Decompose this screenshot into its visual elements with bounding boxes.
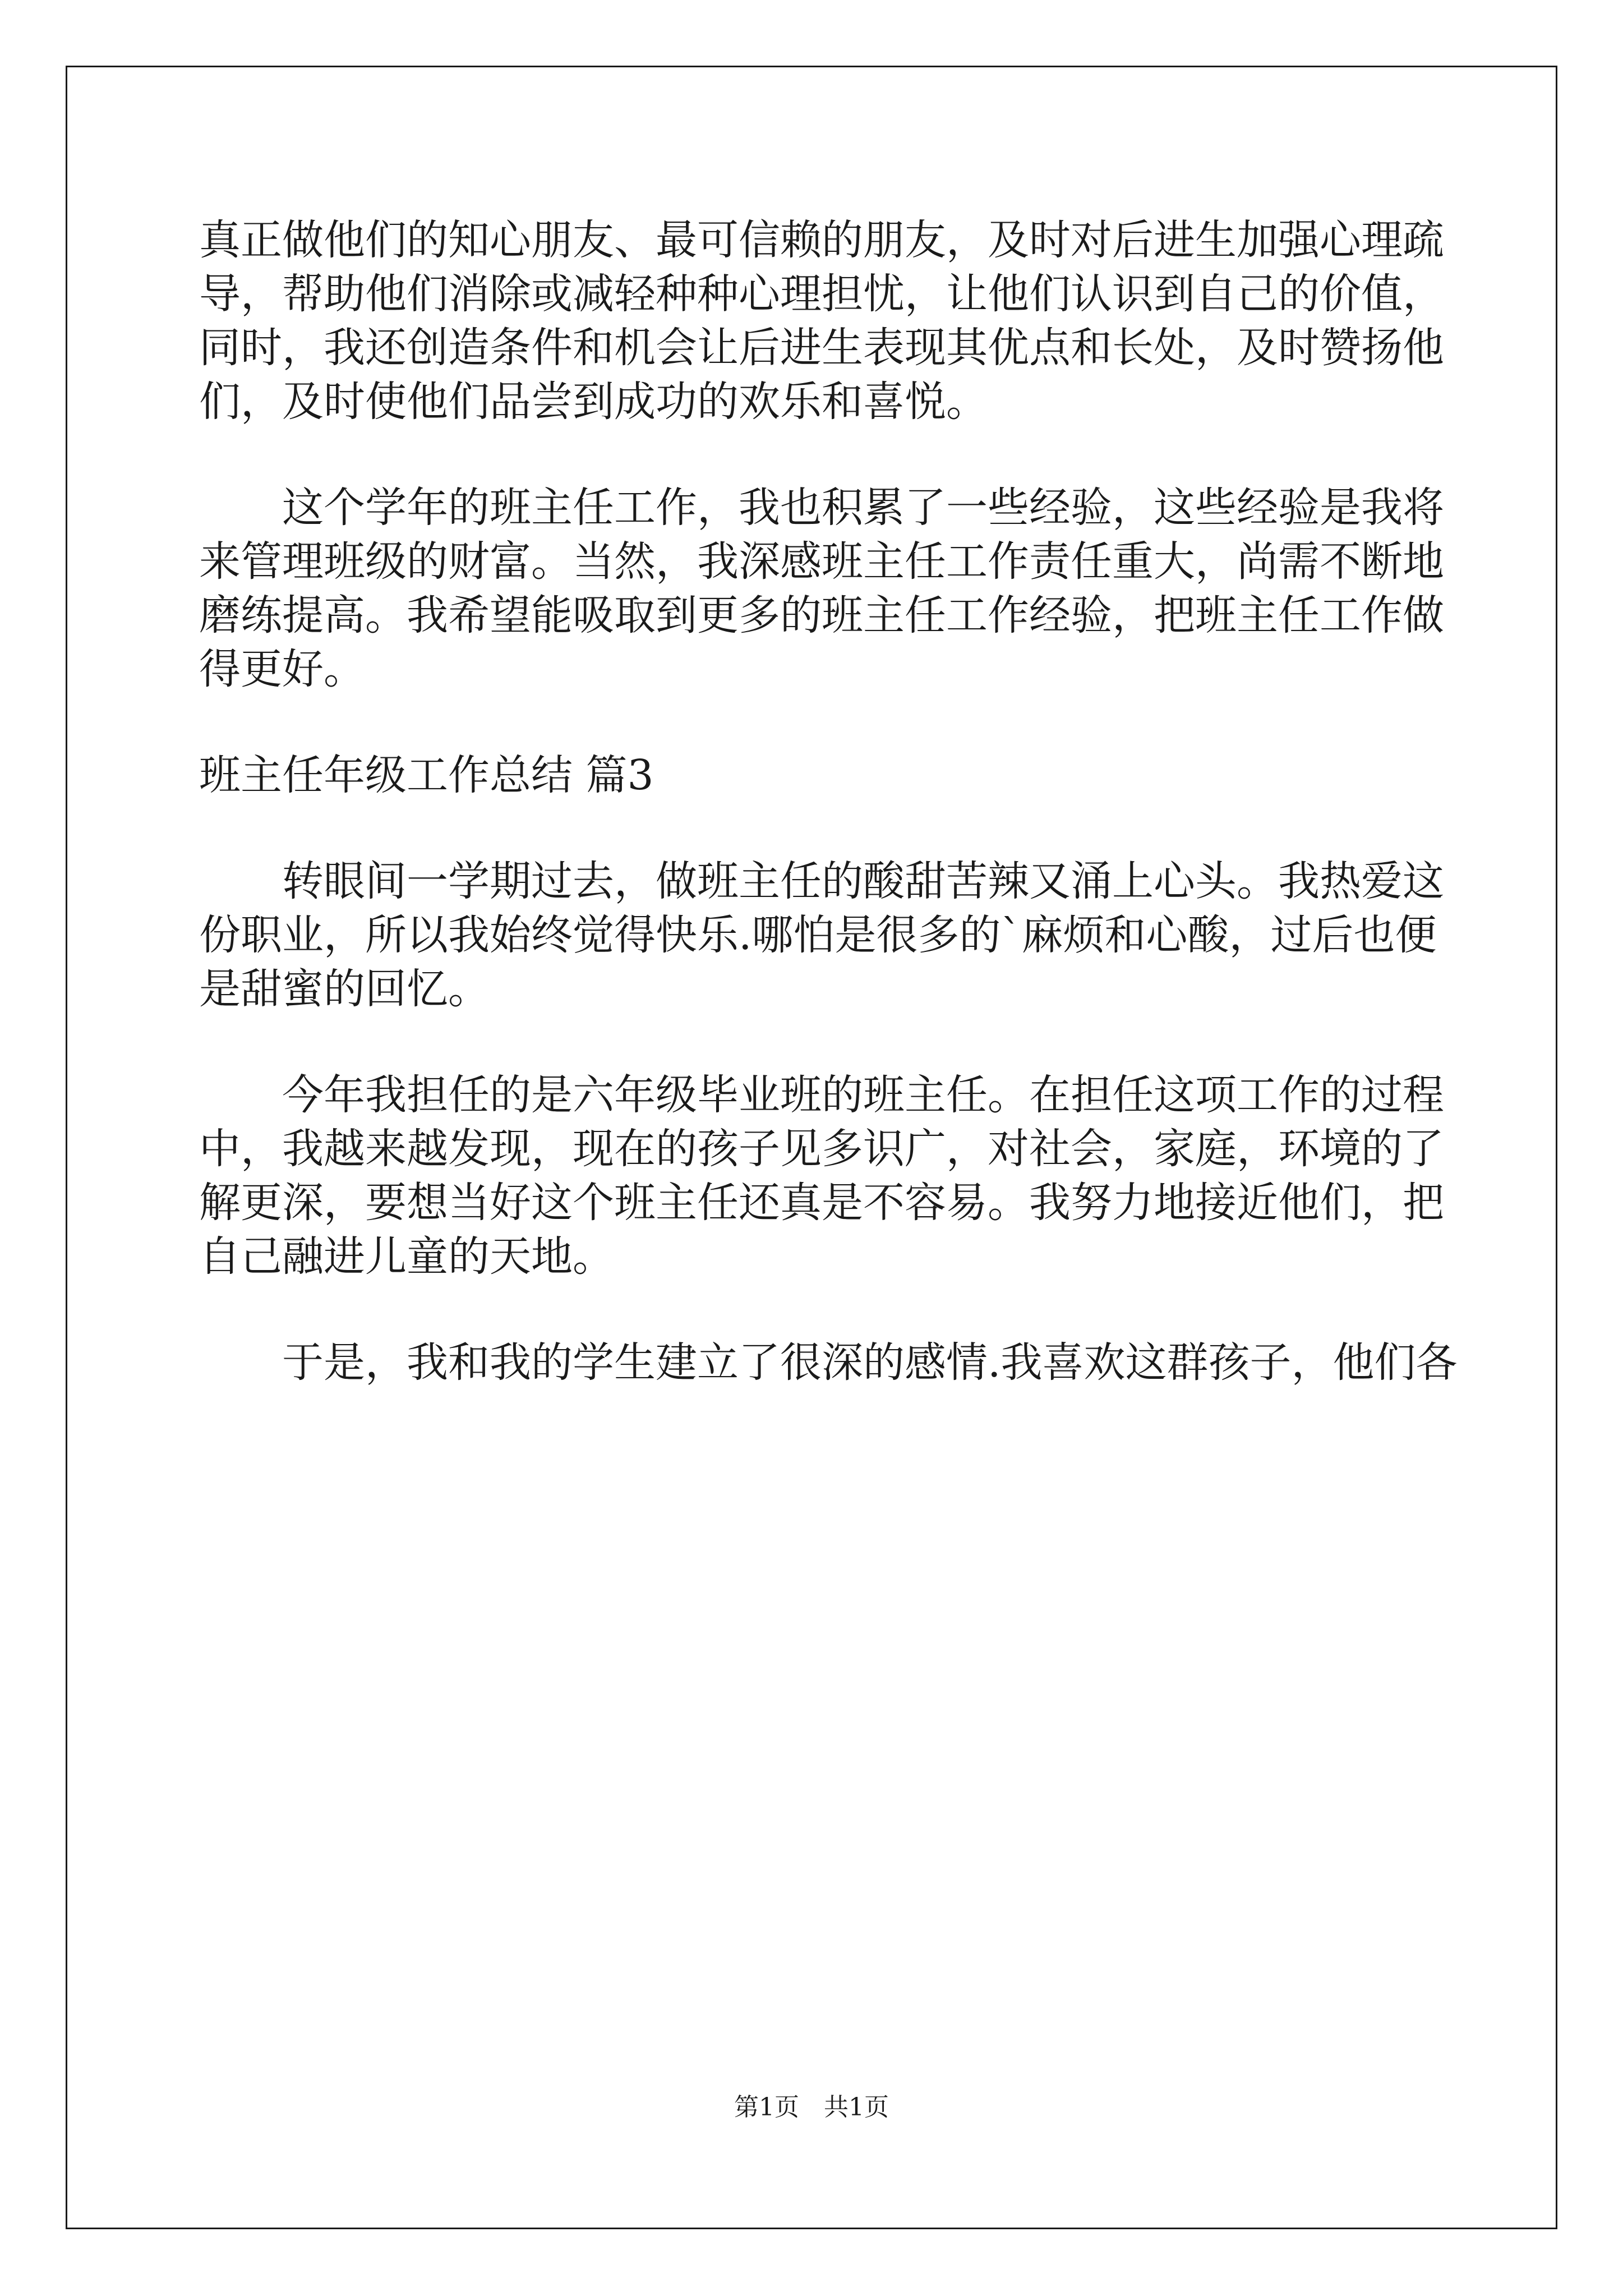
paragraph-gap: [199, 696, 1427, 748]
text-line: 这个学年的班主任工作，我也积累了一些经验，这些经验是我将: [199, 484, 1444, 532]
text-line: 同时，我还创造条件和机会让后进生表现其优点和长处，及时赞扬他: [199, 324, 1444, 372]
page-footer: 第1页 共1页: [734, 2093, 889, 2122]
paragraph-gap: [199, 1016, 1427, 1068]
paragraph-gap: [199, 429, 1427, 481]
document-body: [199, 213, 1458, 1389]
paragraph-4: [199, 1068, 1444, 1283]
text-line: 解更深，要想当好这个班主任还真是不容易。我努力地接近他们，把: [199, 1179, 1444, 1227]
text-line: 于是，我和我的学生建立了很深的感情.我喜欢这群孩子，他们各: [199, 1338, 1458, 1387]
text-line: 来管理班级的财富。当然，我深感班主任工作责任重大，尚需不断地: [199, 537, 1444, 586]
text-line: 真正做他们的知心朋友、最可信赖的朋友，及时对后进生加强心理疏: [199, 216, 1444, 264]
text-line: 今年我担任的是六年级毕业班的班主任。在担任这项工作的过程: [199, 1071, 1444, 1119]
text-line: 们，及时使他们品尝到成功的欢乐和喜悦。: [199, 378, 988, 426]
section-heading: [199, 748, 1427, 802]
text-line: 份职业，所以我始终觉得快乐.哪怕是很多的`麻烦和心酸，过后也便: [199, 911, 1437, 959]
text-line: 得更好。: [199, 645, 365, 693]
paragraph-2: [199, 481, 1444, 696]
text-line: 磨练提高。我希望能吸取到更多的班主任工作经验，把班主任工作做: [199, 591, 1444, 639]
paragraph-gap: [199, 1283, 1427, 1336]
section-title: 班主任年级工作总结 篇3: [199, 751, 654, 799]
paragraph-gap: [199, 802, 1427, 854]
text-line: 转眼间一学期过去，做班主任的酸甜苦辣又涌上心头。我热爱这: [199, 857, 1444, 905]
text-line: 是甜蜜的回忆。: [199, 965, 490, 1013]
paragraph-5: [199, 1336, 1458, 1389]
paragraph-1: [199, 213, 1444, 429]
text-line: 自己融进儿童的天地。: [199, 1232, 614, 1281]
text-line: 导，帮助他们消除或减轻种种心理担忧，让他们认识到自己的价值，: [199, 270, 1444, 318]
text-line: 中，我越来越发现，现在的孩子见多识广，对社会，家庭，环境的了: [199, 1125, 1444, 1173]
paragraph-3: [199, 854, 1444, 1016]
